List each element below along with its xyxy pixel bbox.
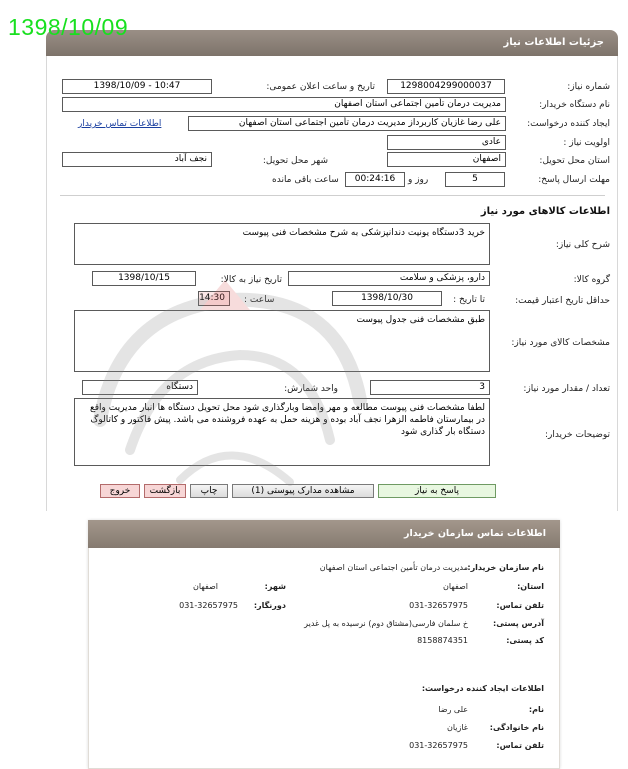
print-button[interactable]: چاپ bbox=[190, 484, 228, 498]
goods-section-title: اطلاعات کالاهای مورد نیاز bbox=[480, 206, 610, 217]
min-validity-label: حداقل تاریخ اعتبار قیمت: bbox=[515, 296, 610, 306]
page-header bbox=[46, 30, 618, 56]
contact-address-label: آدرس پستی: bbox=[493, 619, 544, 628]
spec-field: طبق مشخصات فنی جدول پیوست bbox=[74, 310, 490, 372]
city-label: شهر محل تحویل: bbox=[262, 156, 328, 166]
contact-postal-value: 8158874351 bbox=[417, 636, 468, 645]
spec-label: مشخصات کالای مورد نیاز: bbox=[511, 338, 610, 348]
announce-label: تاریخ و ساعت اعلان عمومی: bbox=[266, 82, 375, 92]
contact-fax-label: دورنگار: bbox=[253, 601, 286, 610]
creator-info-title: اطلاعات ایجاد کننده درخواست: bbox=[421, 684, 544, 693]
notes-label: توضیحات خریدار: bbox=[544, 430, 610, 440]
creator-first-name-value: علی رضا bbox=[438, 705, 468, 714]
province-label: استان محل تحویل: bbox=[539, 156, 610, 166]
creator-first-name-label: نام: bbox=[528, 705, 544, 714]
need-number-field: 1298004299000037 bbox=[387, 79, 505, 94]
buyer-org-field: مدیریت درمان تأمین اجتماعی استان اصفهان bbox=[62, 97, 506, 112]
validity-time-field: 14:30 bbox=[198, 291, 230, 306]
contact-org-value: مدیریت درمان تأمین اجتماعی استان اصفهان bbox=[319, 563, 468, 572]
priority-field: عادی bbox=[387, 135, 506, 150]
notes-field: لطفا مشخصات فنی پیوست مطالعه و مهر وامضا وبارگذاری شود محل تحویل دستگاه ها انبار مدیریت واقع در بیمارستان فاطمه الزهرا نجف آباد بوده و هزینه حمل به عهده فروشنده می باشد. پیش فاکتور و کاتالوگ دستگاه بار گذاری شود bbox=[74, 398, 490, 466]
deadline-days-field: 5 bbox=[445, 172, 505, 187]
contact-province-label: استان: bbox=[517, 582, 544, 591]
contact-city-label: شهر: bbox=[264, 582, 286, 591]
back-button[interactable]: بازگشت bbox=[144, 484, 186, 498]
remaining-text: ساعت باقی مانده bbox=[272, 175, 339, 185]
creator-label: ایجاد کننده درخواست: bbox=[527, 119, 610, 129]
contact-phone-value: 031-32657975 bbox=[409, 601, 468, 610]
unit-field: دستگاه bbox=[82, 380, 198, 395]
exit-button[interactable]: خروج bbox=[100, 484, 140, 498]
goods-group-field: دارو، پزشکی و سلامت bbox=[288, 271, 490, 286]
until-date-field: 1398/10/30 bbox=[332, 291, 442, 306]
contact-card-header bbox=[88, 520, 560, 548]
city-field: نجف آباد bbox=[62, 152, 212, 167]
deadline-time-field: 00:24:16 bbox=[345, 172, 405, 187]
buyer-contact-link[interactable]: اطلاعات تماس خریدار bbox=[78, 119, 162, 129]
need-date-field: 1398/10/15 bbox=[92, 271, 196, 286]
announce-field: 1398/10/09 - 10:47 bbox=[62, 79, 212, 94]
deadline-label: مهلت ارسال پاسخ: bbox=[538, 175, 610, 185]
contact-address-value: خ سلمان فارسی(مشتاق دوم) نرسیده به پل غدیر bbox=[304, 619, 468, 628]
contact-fax-value: 031-32657975 bbox=[179, 601, 238, 610]
contact-city-value: اصفهان bbox=[192, 582, 218, 591]
view-attachments-button[interactable]: مشاهده مدارک پیوستی (1) bbox=[232, 484, 374, 498]
contact-postal-label: کد پستی: bbox=[506, 636, 544, 645]
priority-label: اولویت نیاز : bbox=[563, 138, 610, 148]
goods-group-label: گروه کالا: bbox=[573, 275, 610, 285]
creator-phone-label: تلفن تماس: bbox=[496, 741, 544, 750]
creator-last-name-label: نام خانوادگی: bbox=[489, 723, 544, 732]
date-stamp: 1398/10/09 bbox=[8, 14, 129, 40]
until-date-label: تا تاریخ : bbox=[453, 295, 485, 305]
contact-province-value: اصفهان bbox=[442, 582, 468, 591]
qty-label: تعداد / مقدار مورد نیاز: bbox=[523, 384, 610, 394]
summary-field: خرید 3دستگاه یونیت دندانپزشکی به شرح مشخصات فنی پیوست bbox=[74, 223, 490, 265]
contact-card-title: اطلاعات تماس سازمان خریدار bbox=[403, 528, 546, 539]
page-title: جزئیات اطلاعات نیاز bbox=[503, 37, 604, 48]
creator-phone-value: 031-32657975 bbox=[409, 741, 468, 750]
days-word: روز و bbox=[408, 175, 429, 185]
buyer-org-label: نام دستگاه خریدار: bbox=[539, 100, 610, 110]
section-divider bbox=[60, 195, 605, 196]
creator-field: علی رضا غازیان کاربرداز مدیریت درمان تأمین اجتماعی استان اصفهان bbox=[188, 116, 506, 131]
summary-label: شرح کلی نیاز: bbox=[555, 240, 610, 250]
respond-button[interactable]: پاسخ به نیاز bbox=[378, 484, 496, 498]
validity-time-label: ساعت : bbox=[244, 295, 275, 305]
qty-field: 3 bbox=[370, 380, 490, 395]
contact-phone-label: تلفن تماس: bbox=[496, 601, 544, 610]
contact-org-label: نام سازمان خریدار: bbox=[467, 563, 544, 572]
province-field: اصفهان bbox=[387, 152, 506, 167]
creator-last-name-value: غازیان bbox=[446, 723, 468, 732]
unit-label: واحد شمارش: bbox=[284, 384, 338, 394]
need-number-label: شماره نیاز: bbox=[567, 82, 610, 92]
need-date-label: تاریخ نیاز به کالا: bbox=[220, 275, 282, 285]
